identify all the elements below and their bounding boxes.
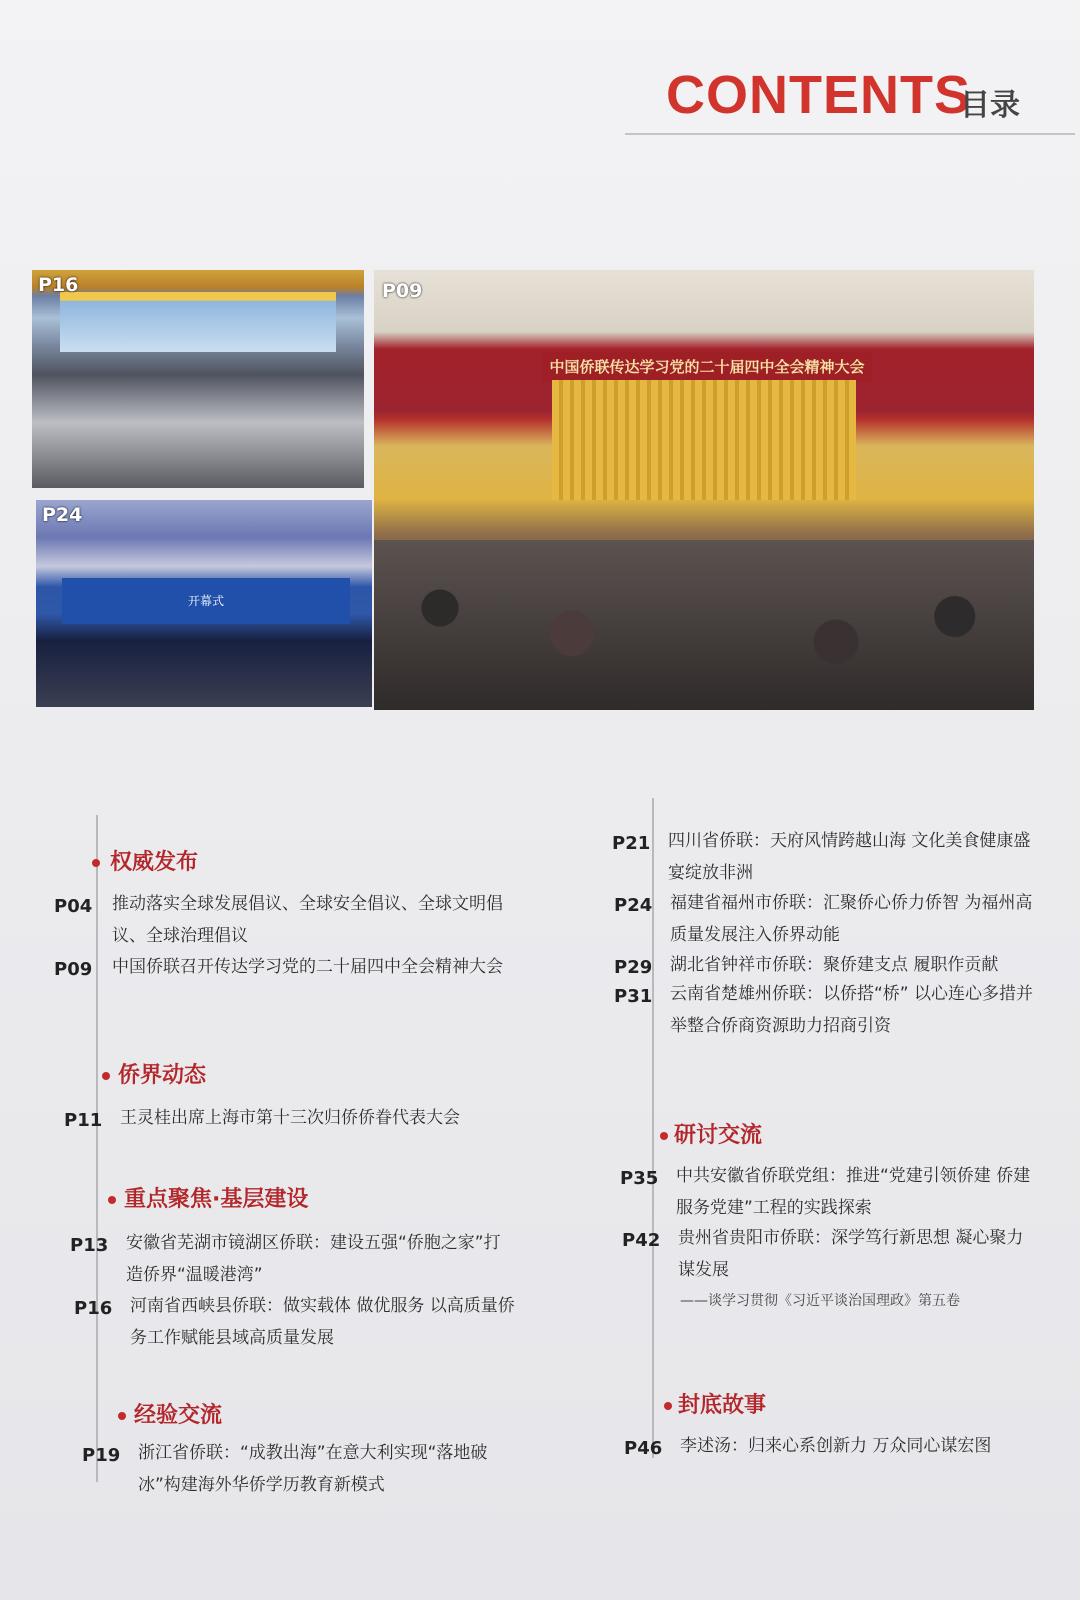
page-number: P29 <box>614 957 653 978</box>
section-title: 重点聚焦·基层建设 <box>124 1187 309 1212</box>
page-number: P31 <box>614 986 653 1007</box>
section-marker <box>92 859 100 867</box>
entry-text[interactable]: 安徽省芜湖市镜湖区侨联：建设五强“侨胞之家”打造侨界“温暖港湾” <box>126 1233 501 1285</box>
stage-screen <box>60 292 336 352</box>
section-marker <box>660 1132 668 1140</box>
section-title: 侨界动态 <box>118 1063 207 1088</box>
section-marker <box>102 1072 110 1080</box>
entry-text[interactable]: 贵州省贵阳市侨联：深学笃行新思想 凝心聚力谋发展 <box>678 1228 1024 1280</box>
entry-text[interactable]: 中国侨联召开传达学习党的二十届四中全会精神大会 <box>112 957 503 977</box>
page-number: P42 <box>622 1230 661 1251</box>
entry-text[interactable]: 湖北省钟祥市侨联：聚侨建支点 履职作贡献 <box>670 955 999 975</box>
photo-label: P16 <box>38 274 79 296</box>
photo-p24 <box>36 500 372 707</box>
left-column-rule <box>96 815 98 1482</box>
entry-text[interactable]: 福建省福州市侨联：汇聚侨心侨力侨智 为福州高质量发展注入侨界动能 <box>670 893 1033 945</box>
section-title: 封底故事 <box>678 1393 767 1418</box>
photo-p09 <box>374 270 1034 710</box>
photo-p16 <box>32 270 364 488</box>
section-title: 权威发布 <box>110 850 199 875</box>
audience <box>374 540 1034 710</box>
photo-label: P24 <box>42 504 83 526</box>
page-number: P19 <box>82 1445 121 1466</box>
page-number: P21 <box>612 833 651 854</box>
entry-text[interactable]: 李述汤：归来心系创新力 万众同心谋宏图 <box>680 1436 992 1456</box>
stage-screen: 开幕式 <box>62 578 350 624</box>
stage-banner: 中国侨联传达学习党的二十届四中全会精神大会 <box>542 352 872 382</box>
page-number: P16 <box>74 1298 113 1319</box>
entry-text[interactable]: 推动落实全球发展倡议、全球安全倡议、全球文明倡议、全球治理倡议 <box>112 894 503 946</box>
page-number: P04 <box>54 896 93 917</box>
contents-subtitle: 目录 <box>960 88 1020 123</box>
page-number: P35 <box>620 1168 659 1189</box>
entry-text[interactable]: 云南省楚雄州侨联：以侨搭“桥” 以心连心多措并举整合侨商资源助力招商引资 <box>670 984 1034 1036</box>
page-number: P46 <box>624 1438 663 1459</box>
entry-text[interactable]: 浙江省侨联：“成教出海”在意大利实现“落地破冰”构建海外华侨学历教育新模式 <box>138 1443 488 1495</box>
stage-curtain <box>552 380 856 500</box>
contents-title: CONTENTS <box>666 65 971 125</box>
entry-text[interactable]: 四川省侨联：天府风情跨越山海 文化美食健康盛宴绽放非洲 <box>668 831 1031 883</box>
photo-label: P09 <box>382 280 423 302</box>
section-marker <box>108 1196 116 1204</box>
entry-text[interactable]: 河南省西峡县侨联：做实载体 做优服务 以高质量侨务工作赋能县域高质量发展 <box>130 1296 515 1348</box>
header-divider <box>625 133 1075 135</box>
section-title: 研讨交流 <box>674 1123 763 1148</box>
section-title: 经验交流 <box>134 1403 223 1428</box>
section-marker <box>118 1412 126 1420</box>
entry-text[interactable]: 王灵桂出席上海市第十三次归侨侨眷代表大会 <box>120 1108 460 1128</box>
right-column-rule <box>652 798 654 1458</box>
page-number: P09 <box>54 959 93 980</box>
page-number: P13 <box>70 1235 109 1256</box>
entry-text[interactable]: 中共安徽省侨联党组：推进“党建引领侨建 侨建服务党建”工程的实践探索 <box>676 1166 1031 1218</box>
section-marker <box>664 1402 672 1410</box>
page-number: P11 <box>64 1110 103 1131</box>
page-number: P24 <box>614 895 653 916</box>
entry-subtitle: ——谈学习贯彻《习近平谈治国理政》第五卷 <box>680 1293 960 1309</box>
